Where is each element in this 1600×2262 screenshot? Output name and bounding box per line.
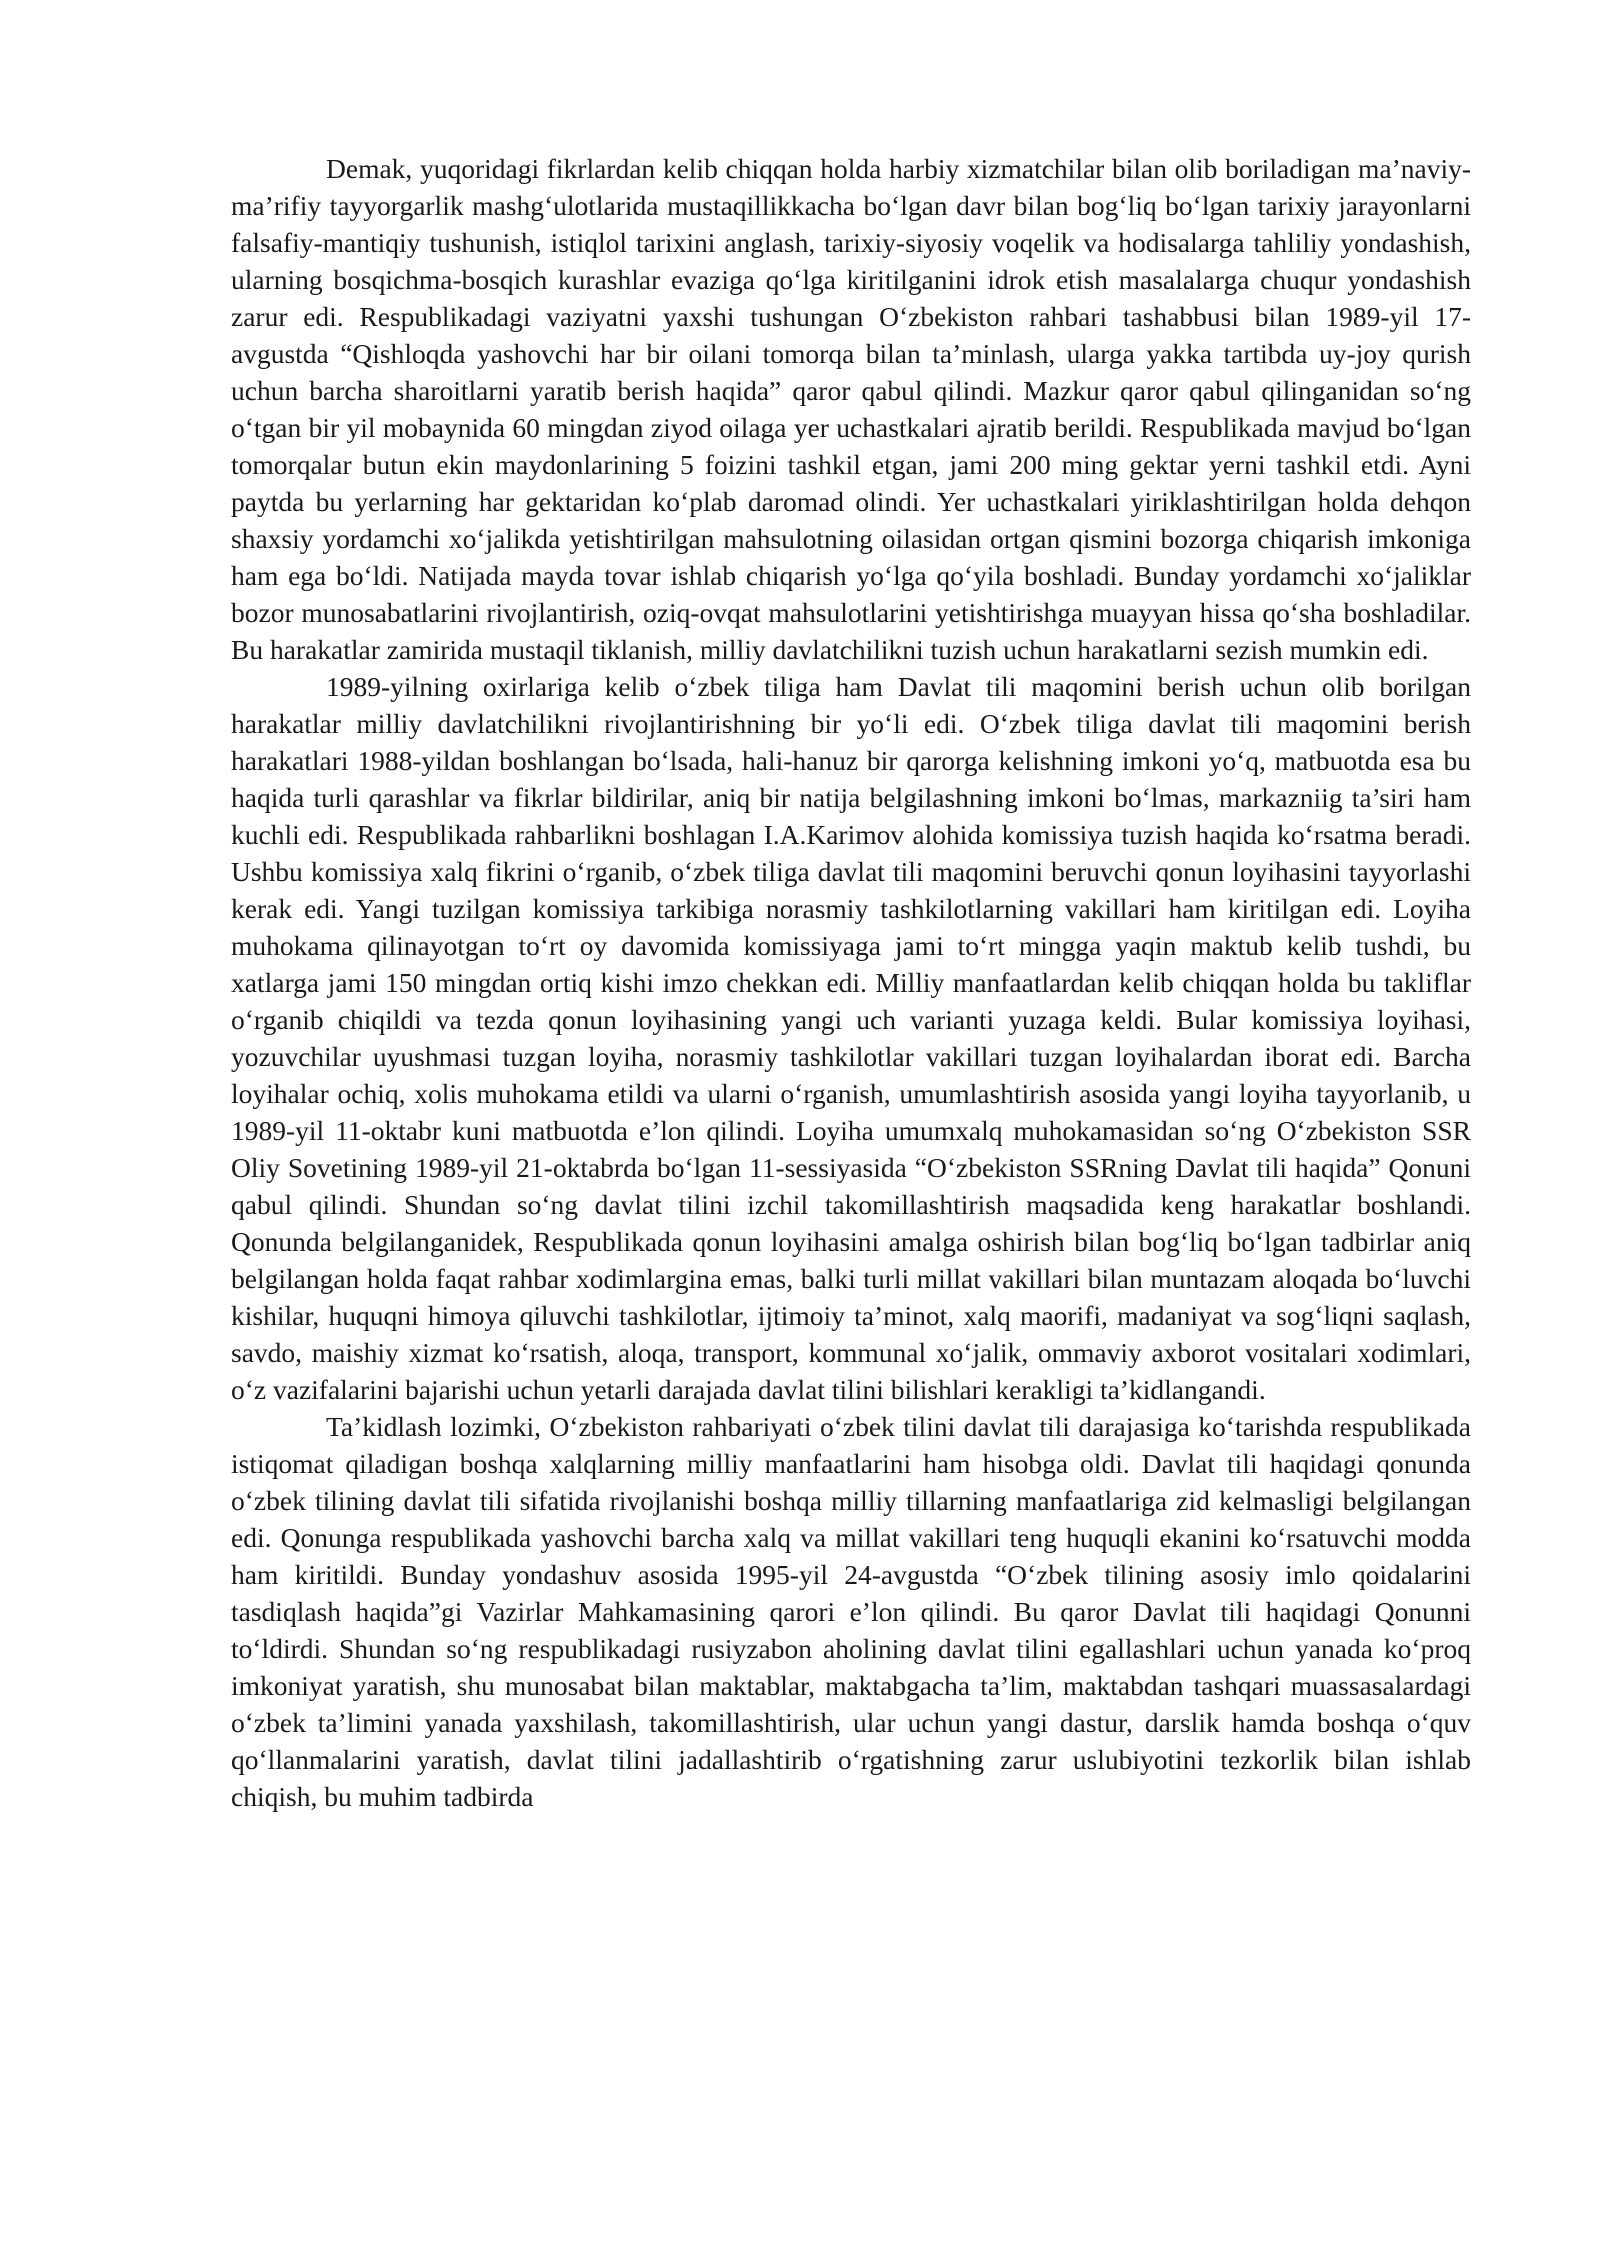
paragraph: Demak, yuqoridagi fikrlardan kelib chiqqan holda harbiy xizmatchilar bilan olib boriladigan ma’naviy-ma’rifiy tayyorgarlik mashg‘ulotlarida mustaqillikkacha bo‘lgan davr bilan bog‘liq bo‘lgan tarixiy jarayonlarni falsafiy-mantiqiy tushunish, istiqlol tarixini anglash, tarixiy-siyosiy voqelik va hodisalarga tahliliy yondashish, ularning bosqichma-bosqich kurashlar evaziga qo‘lga kiritilganini idrok etish masalalarga chuqur yondashish zarur edi. Respublikadagi vaziyatni yaxshi tushungan O‘zbekiston rahbari tashabbusi bilan 1989-yil 17-avgustda “Qishloqda yashovchi har bir oilani tomorqa bilan ta’minlash, ularga yakka tartibda uy-joy qurish uchun barcha sharoitlarni yaratib berish haqida” qaror qabul qilindi. Mazkur qaror qabul qilinganidan so‘ng o‘tgan bir yil mobaynida 60 mingdan ziyod oilaga yer uchastkalari ajratib berildi. Respublikada mavjud bo‘lgan tomorqalar butun ekin maydonlarining 5 foizini tashkil etgan, jami 200 ming gektar yerni tashkil etdi. Ayni paytda bu yerlarning har gektaridan ko‘plab daromad olindi. Yer uchastkalari yiriklashtirilgan holda dehqon shaxsiy yordamchi xo‘jalikda yetishtirilgan mahsulotning oilasidan ortgan qismini bozorga chiqarish imkoniga ham ega bo‘ldi. Natijada mayda tovar ishlab chiqarish yo‘lga qo‘yila boshladi. Bunday yordamchi xo‘jaliklar bozor munosabatlarini rivojlantirish, oziq-ovqat mahsulotlarini yetishtirishga muayyan hissa qo‘sha boshladilar. Bu harakatlar zamirida mustaqil tiklanish, milliy davlatchilikni tuzish uchun harakatlarni sezish mumkin edi. (231, 153, 1471, 665)
paragraph: 1989-yilning oxirlariga kelib o‘zbek tiliga ham Davlat tili maqomini berish uchun olib borilgan harakatlar milliy davlatchilikni rivojlantirishning bir yo‘li edi. O‘zbek tiliga davlat tili maqomini berish harakatlari 1988-yildan boshlangan bo‘lsada, hali-hanuz bir qarorga kelishning imkoni yo‘q, matbuotda esa bu haqida turli qarashlar va fikrlar bildirilar, aniq bir natija belgilashning imkoni bo‘lmas, markazniig ta’siri ham kuchli edi. Respublikada rahbarlikni boshlagan I.A.Karimov alohida komissiya tuzish haqida ko‘rsatma beradi. Ushbu komissiya xalq fikrini o‘rganib, o‘zbek tiliga davlat tili maqomini beruvchi qonun loyihasini tayyorlashi kerak edi. Yangi tuzilgan komissiya tarkibiga norasmiy tashkilotlarning vakillari ham kiritilgan edi. Loyiha muhokama qilinayotgan to‘rt oy davomida komissiyaga jami to‘rt mingga yaqin maktub kelib tushdi, bu xatlarga jami 150 mingdan ortiq kishi imzo chekkan edi. Milliy manfaatlardan kelib chiqqan holda bu takliflar o‘rganib chiqildi va tezda qonun loyihasining yangi uch varianti yuzaga keldi. Bular komissiya loyihasi, yozuvchilar uyushmasi tuzgan loyiha, norasmiy tashkilotlar vakillari tuzgan loyihalardan iborat edi. Barcha loyihalar ochiq, xolis muhokama etildi va ularni o‘rganish, umumlashtirish asosida yangi loyiha tayyorlanib, u 1989-yil 11-oktabr kuni matbuotda e’lon qilindi. Loyiha umumxalq muhokamasidan so‘ng O‘zbekiston SSR Oliy Sovetining 1989-yil 21-oktabrda bo‘lgan 11-sessiyasida “O‘zbekiston SSRning Davlat tili haqida” Qonuni qabul qilindi. Shundan so‘ng davlat tilini izchil takomillashtirish maqsadida keng harakatlar boshlandi. Qonunda belgilanganidek, Respublikada qonun loyihasini amalga oshirish bilan bog‘liq bo‘lgan tadbirlar aniq belgilangan holda faqat rahbar xodimlargina emas, balki turli millat vakillari bilan muntazam aloqada bo‘luvchi kishilar, huquqni himoya qiluvchi tashkilotlar, ijtimoiy ta’minot, xalq maorifi, madaniyat va sog‘liqni saqlash, savdo, maishiy xizmat ko‘rsatish, aloqa, transport, kommunal xo‘jalik, ommaviy axborot vositalari xodimlari, o‘z vazifalarini bajarishi uchun yetarli darajada davlat tilini bilishlari kerakligi ta’kidlangandi. (231, 671, 1471, 1405)
document-page (231, 150, 1471, 1815)
paragraph: Ta’kidlash lozimki, O‘zbekiston rahbariyati o‘zbek tilini davlat tili darajasiga ko‘tarishda respublikada istiqomat qiladigan boshqa xalqlarning milliy manfaatlarini ham hisobga oldi. Davlat tili haqidagi qonunda o‘zbek tilining davlat tili sifatida rivojlanishi boshqa milliy tillarning manfaatlariga zid kelmasligi belgilangan edi. Qonunga respublikada yashovchi barcha xalq va millat vakillari teng huquqli ekanini ko‘rsatuvchi modda ham kiritildi. Bunday yondashuv asosida 1995-yil 24-avgustda “O‘zbek tilining asosiy imlo qoidalarini tasdiqlash haqida”gi Vazirlar Mahkamasining qarori e’lon qilindi. Bu qaror Davlat tili haqidagi Qonunni to‘ldirdi. Shundan so‘ng respublikadagi rusiyzabon aholining davlat tilini egallashlari uchun yanada ko‘proq imkoniyat yaratish, shu munosabat bilan maktablar, maktabgacha ta’lim, maktabdan tashqari muassasalardagi o‘zbek ta’limini yanada yaxshilash, takomillashtirish, ular uchun yangi dastur, darslik hamda boshqa o‘quv qo‘llanmalarini yaratish, davlat tilini jadallashtirib o‘rgatishning zarur uslubiyotini tezkorlik bilan ishlab chiqish, bu muhim tadbirda (231, 1411, 1471, 1812)
